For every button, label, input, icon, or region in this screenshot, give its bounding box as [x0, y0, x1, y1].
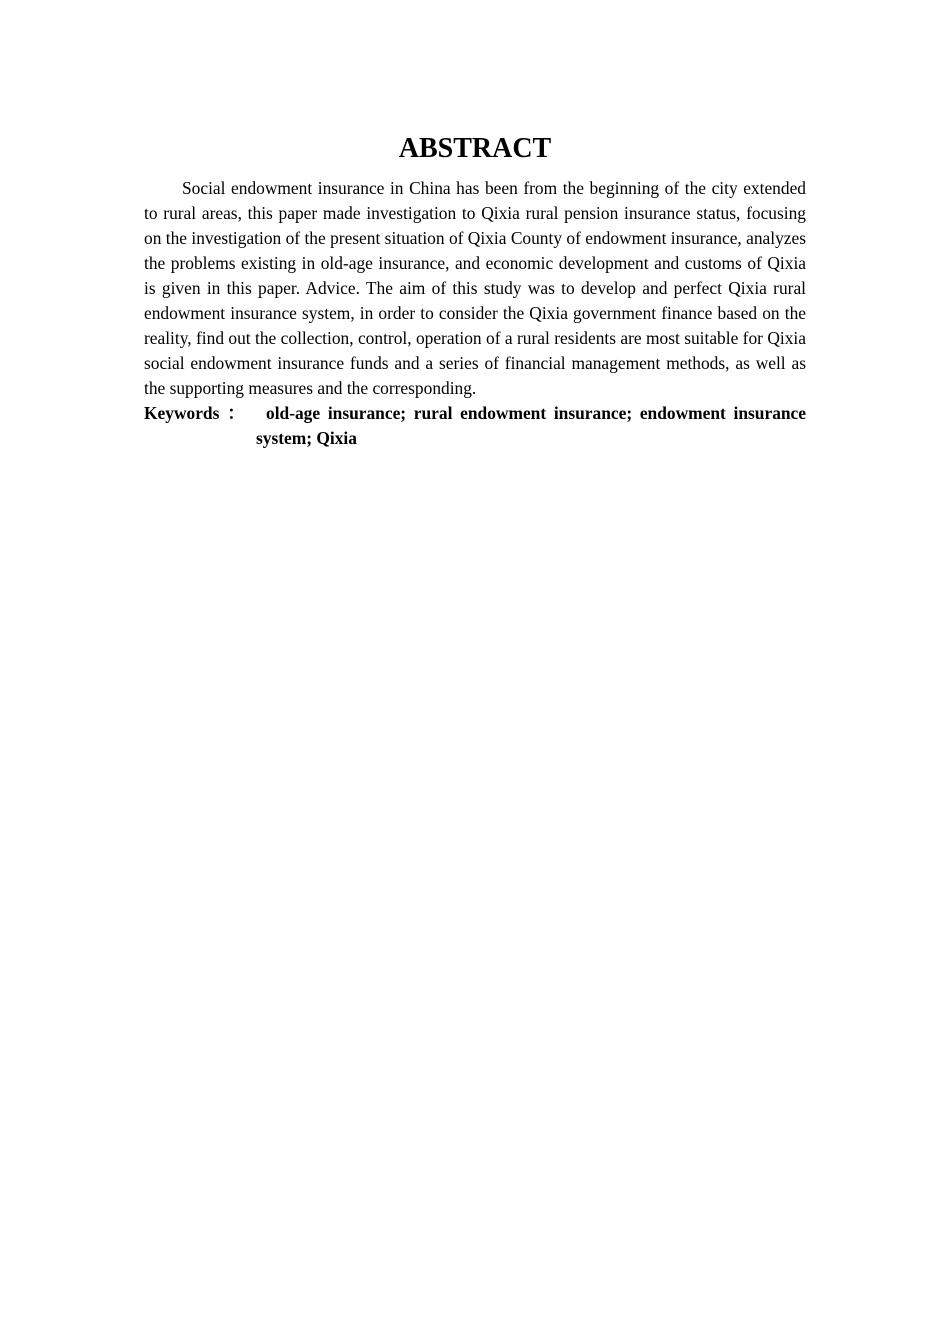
- abstract-title: ABSTRACT: [398, 133, 552, 164]
- keywords-separator: ：: [227, 403, 245, 423]
- keywords-block: [144, 401, 806, 451]
- abstract-section: [144, 130, 806, 451]
- keywords-value: old-age insurance; rural endowment insurance; endowment insurance system; Qixia: [256, 403, 806, 448]
- abstract-body: Social endowment insurance in China has been from the beginning of the city extended to rural areas, this paper made investigation to Qixia rural pension insurance status, focusing on the investigation of the present situation of Qixia County of endowment insurance, analyzes the problems existing in old-age insurance, and economic development and customs of Qixia is given in this paper. Advice. The aim of this study was to develop and perfect Qixia rural endowment insurance system, in order to consider the Qixia government finance based on the reality, find out the collection, control, operation of a rural residents are most suitable for Qixia social endowment insurance funds and a series of financial management methods, as well as the supporting measures and the corresponding.: [144, 178, 806, 398]
- keywords-label: Keywords: [144, 403, 220, 423]
- keywords-label-wrap: [144, 401, 245, 426]
